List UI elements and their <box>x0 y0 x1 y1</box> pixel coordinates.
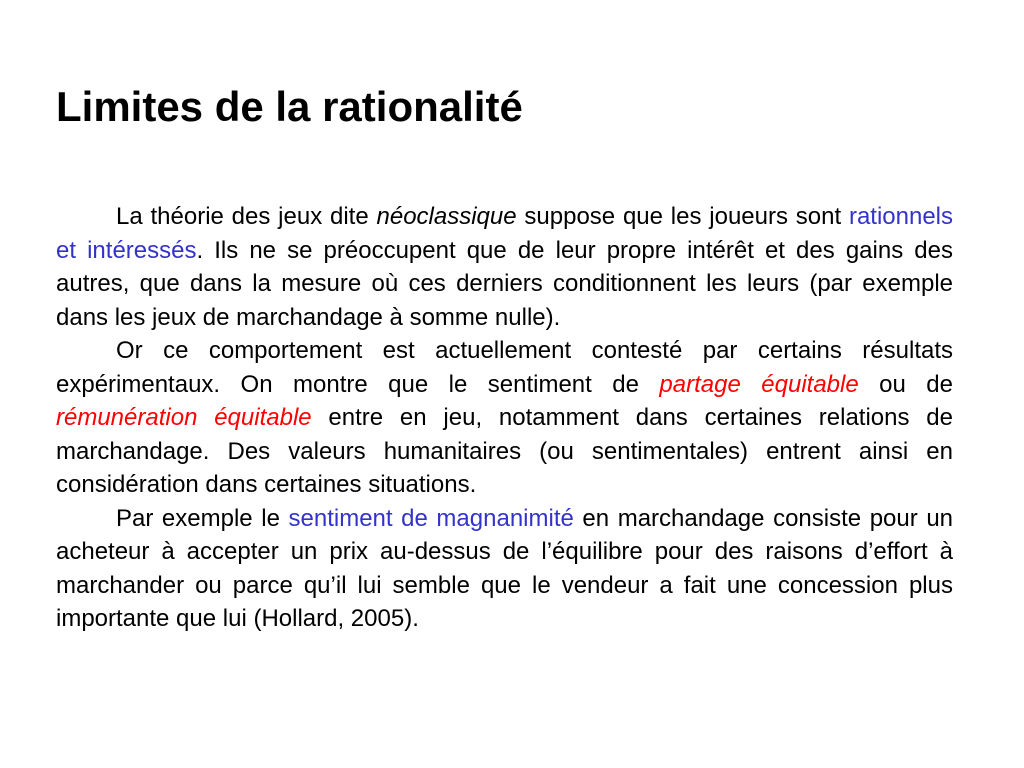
term-rationnels-interesses: rationnels et intéressés <box>56 203 954 264</box>
text-segment: entre en jeu, notamment dans certaines relations de marchandage. Des valeurs humanitaires (ou sentimentales) entrent ainsi en considération dans certaines situations. <box>56 404 953 498</box>
term-sentiment-magnanimite: sentiment de magnanimité <box>288 504 574 532</box>
paragraph-2 <box>56 334 953 502</box>
text-segment: ou de <box>858 370 953 398</box>
text-segment: en marchandage consiste pour un acheteur à accepter un prix au-dessus de l’équilibre pour des raisons d’effort à marchander ou parce qu’il lui semble que le vendeur a fait une concession plus importante que lui (Hollard, 2005). <box>56 504 954 632</box>
text-segment: Or ce comportement est actuellement contesté par certains résultats expérimentaux. On montre que le sentiment de <box>56 337 953 398</box>
text-segment: La théorie des jeux dite <box>116 203 377 230</box>
paragraph-1 <box>56 200 953 334</box>
term-neoclassique: néoclassique <box>376 203 517 230</box>
text-segment: . Ils ne se préoccupent que de leur propre intérêt et des gains des autres, que dans la mesure où ces derniers conditionnent les leurs (par exemple dans les jeux de marchandage à somme nulle). <box>56 236 953 331</box>
text-segment: Par exemple le <box>116 504 289 532</box>
term-partage-equitable: partage équitable <box>659 370 859 398</box>
term-remuneration-equitable: rémunération équitable <box>56 404 312 431</box>
slide-body <box>56 200 953 636</box>
slide-title: Limites de la rationalité <box>56 83 523 130</box>
text-segment: suppose que les joueurs sont <box>516 203 849 230</box>
paragraph-3 <box>56 502 953 636</box>
